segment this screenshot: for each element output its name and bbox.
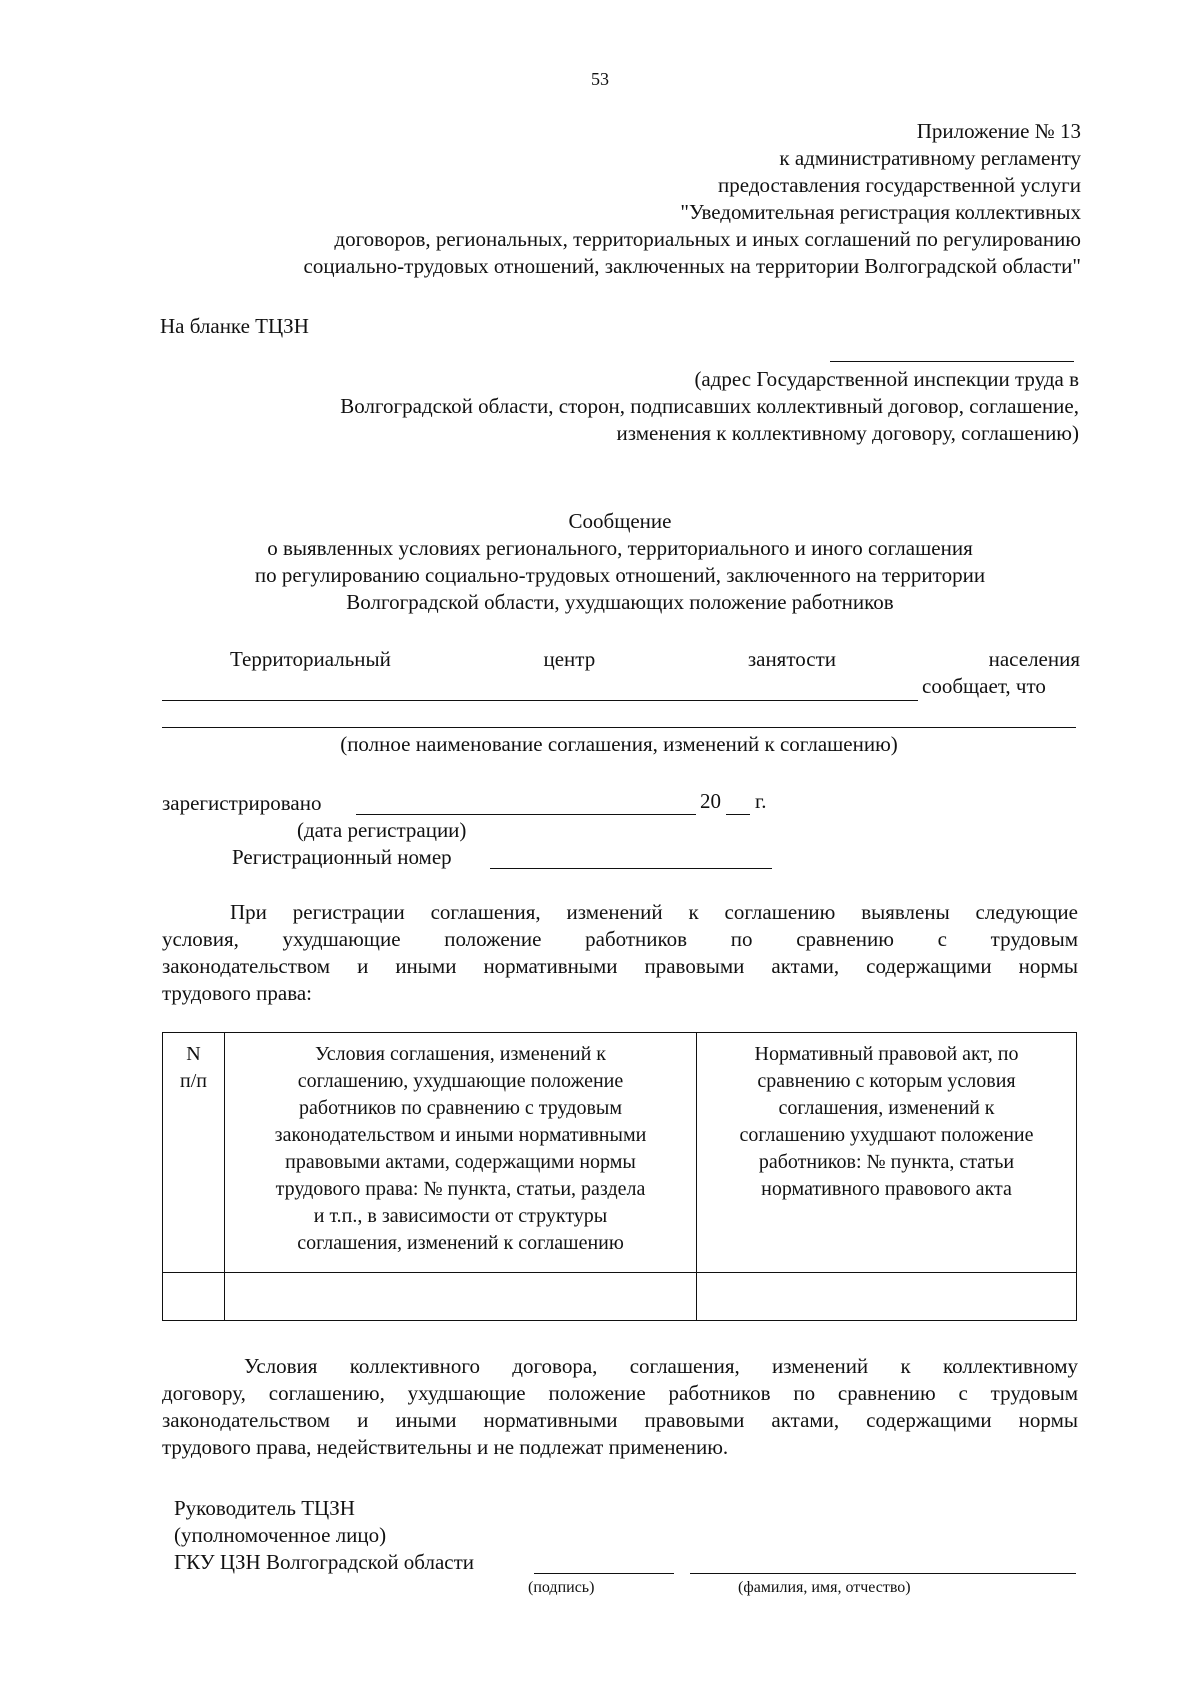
header-number: N п/п [163, 1033, 225, 1273]
closing-line-3: законодательством и иными нормативными правовыми актами, содержащими нормы [162, 1408, 1078, 1432]
conditions-table [162, 1032, 1077, 1321]
address-line-1: (адрес Государственной инспекции труда в [694, 367, 1079, 391]
address-line-3: изменения к коллективному договору, соглашению) [616, 421, 1079, 445]
appendix-line-5: договоров, региональных, территориальных и иных соглашений по регулированию [334, 227, 1081, 251]
address-line-2: Волгоградской области, сторон, подписавших коллективный договор, соглашение, [340, 394, 1079, 418]
full-name-blank [690, 1573, 1076, 1574]
appendix-line-1: Приложение № 13 [916, 119, 1081, 143]
header-conditions: Условия соглашения, изменений к соглашению, ухудшающие положение работников по сравнению с трудовым законодательством и иными нормативными правовыми актами, содержащими нормы трудового права: № пункта, статьи, раздела и т.п., в зависимости от структуры соглашения, изменений к соглашению [225, 1033, 697, 1273]
territorial-center-line: Территориальный центр занятости населения [230, 647, 1080, 671]
message-heading: Сообщение [568, 509, 672, 533]
header-normative-act: Нормативный правовой акт, по сравнению с которым условия соглашения, изменений к соглашению ухудшают положение работников: № пункта, статьи нормативного правового акта [697, 1033, 1077, 1273]
registration-date-blank [356, 814, 696, 815]
appendix-line-4: "Уведомительная регистрация коллективных [680, 200, 1081, 224]
year-prefix: 20 [700, 789, 721, 813]
intro-line-4: трудового права: [162, 981, 312, 1005]
center-blank-line [162, 700, 918, 701]
message-title-line-3: Волгоградской области, ухудшающих положение работников [346, 590, 894, 614]
signature-line-2: (уполномоченное лицо) [174, 1523, 387, 1547]
signature-line-3: ГКУ ЦЗН Волгоградской области [174, 1550, 475, 1574]
address-blank-line [830, 361, 1074, 362]
letterhead-note: На бланке ТЦЗН [160, 314, 309, 338]
row-normative-act-cell [697, 1273, 1077, 1321]
signature-blank [534, 1573, 674, 1574]
year-suffix: г. [755, 789, 767, 813]
table-row [163, 1273, 1077, 1321]
message-title-line-1: о выявленных условиях регионального, территориального и иного соглашения [267, 536, 973, 560]
closing-line-1: Условия коллективного договора, соглашения, изменений к коллективному [244, 1354, 1078, 1378]
message-title-line-2: по регулированию социально-трудовых отношений, заключенного на территории [254, 563, 986, 587]
agreement-blank-line [162, 727, 1076, 728]
full-name-caption: (фамилия, имя, отчество) [738, 1579, 911, 1596]
intro-line-1: При регистрации соглашения, изменений к соглашению выявлены следующие [230, 900, 1078, 924]
table-header-row [163, 1033, 1077, 1273]
agreement-name-caption: (полное наименование соглашения, изменений к соглашению) [340, 732, 898, 756]
closing-line-4: трудового права, недействительны и не подлежат применению. [162, 1435, 729, 1459]
row-conditions-cell [225, 1273, 697, 1321]
registration-number-label: Регистрационный номер [232, 845, 452, 869]
registration-number-blank [490, 868, 772, 869]
signature-line-1: Руководитель ТЦЗН [174, 1496, 355, 1520]
year-blank [726, 814, 750, 815]
reports-that: сообщает, что [922, 674, 1046, 698]
appendix-line-2: к административному регламенту [779, 146, 1081, 170]
intro-line-2: условия, ухудшающие положение работников по сравнению с трудовым [162, 927, 1078, 951]
row-number-cell [163, 1273, 225, 1321]
intro-line-3: законодательством и иными нормативными правовыми актами, содержащими нормы [162, 954, 1078, 978]
signature-caption: (подпись) [528, 1579, 595, 1596]
registered-label: зарегистрировано [162, 791, 322, 815]
page-number: 53 [591, 69, 609, 89]
registration-date-caption: (дата регистрации) [297, 818, 467, 842]
closing-line-2: договору, соглашению, ухудшающие положение работников по сравнению с трудовым [162, 1381, 1078, 1405]
appendix-line-6: социально-трудовых отношений, заключенных на территории Волгоградской области" [303, 254, 1081, 278]
appendix-line-3: предоставления государственной услуги [718, 173, 1081, 197]
